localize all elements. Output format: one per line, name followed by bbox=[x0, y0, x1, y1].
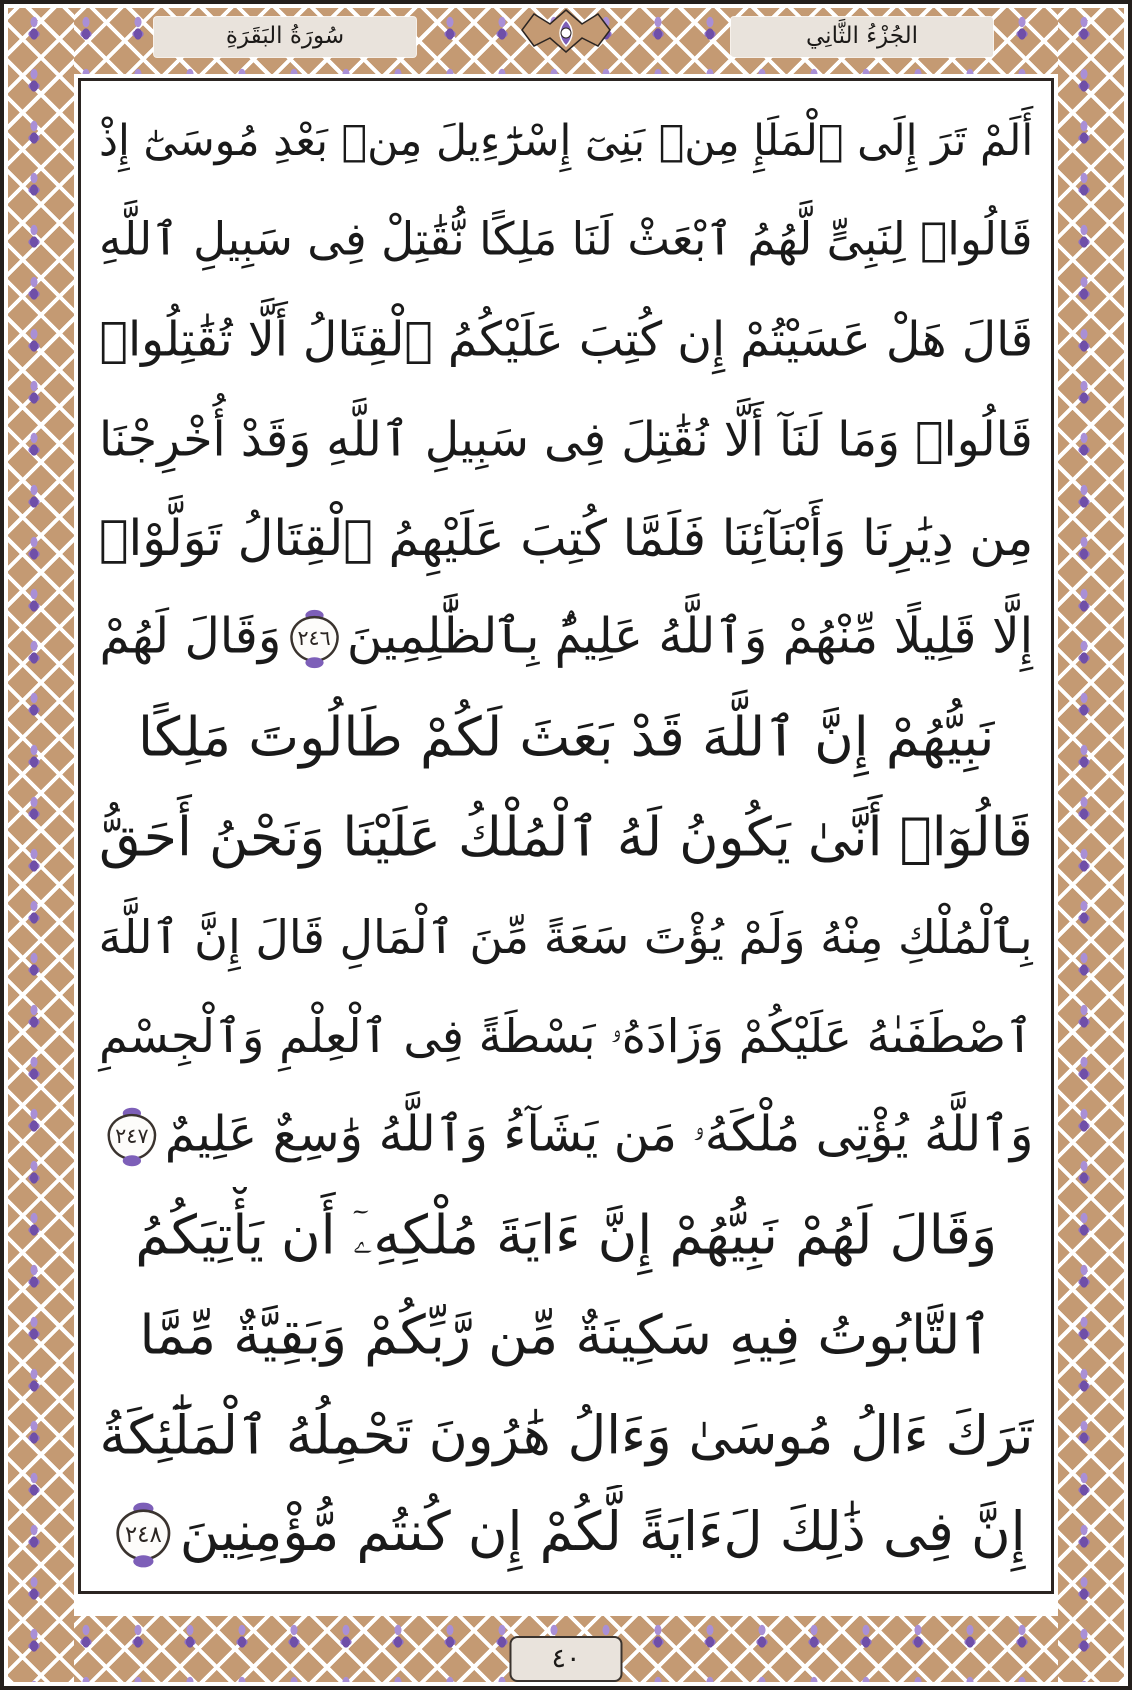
ayah-line bbox=[95, 1187, 1037, 1287]
ayah-line bbox=[95, 888, 1037, 988]
ayah-end-marker bbox=[287, 612, 340, 665]
ayah-number: ٢٤٨ bbox=[124, 1520, 162, 1548]
ayah-line bbox=[95, 489, 1037, 589]
ayah-text: نَبِيُّهُمْ إِنَّ ٱللَّهَ قَدْ بَعَثَ لَكُمْ طَالُوتَ مَلِكًا bbox=[137, 707, 995, 770]
border-band-left bbox=[8, 8, 74, 1682]
ayah-text: قَالَ هَلْ عَسَيْتُمْ إِن كُتِبَ عَلَيْكُمُ ٱلْقِتَالُ أَلَّا تُقَٰتِلُوا۟ bbox=[99, 312, 1033, 368]
ayah-text: إِنَّ فِى ذَٰلِكَ لَءَايَةً لَّكُمْ إِن كُنتُم مُّؤْمِنِينَ bbox=[179, 1501, 1026, 1564]
ayah-line bbox=[95, 1286, 1037, 1386]
ayah-end-marker bbox=[105, 1110, 159, 1164]
ayah-end-marker bbox=[113, 1505, 172, 1564]
ayah-line bbox=[95, 1087, 1037, 1187]
ayah-text: بِٱلْمُلْكِ مِنْهُ وَلَمْ يُؤْتَ سَعَةً مِّنَ ٱلْمَالِ قَالَ إِنَّ ٱللَّهَ bbox=[98, 911, 1034, 965]
page-number-plaque bbox=[509, 1636, 622, 1682]
ayah-text: وَٱللَّهُ يُؤْتِى مُلْكَهُۥ مَن يَشَآءُ وَٱللَّهُ وَٰسِعٌ عَلِيمٌ bbox=[164, 1106, 1034, 1163]
juz-name-plaque[interactable] bbox=[731, 17, 993, 57]
ayah-number: ٢٤٦ bbox=[297, 626, 331, 651]
ayah-text: إِلَّا قَلِيلًا مِّنْهُمْ وَٱللَّهُ عَلِيمٌۢ بِٱلظَّٰلِمِينَ bbox=[346, 608, 1033, 665]
page-number-label: ٤٠ bbox=[551, 1642, 581, 1674]
ayah-text: قَالُوا۟ لِنَبِىٍّ لَّهُمُ ٱبْعَثْ لَنَا مَلِكًا نُّقَٰتِلْ فِى سَبِيلِ ٱللَّهِ bbox=[99, 214, 1033, 267]
quran-text-body bbox=[95, 91, 1037, 1585]
quran-text-frame bbox=[78, 78, 1054, 1594]
ayah-line bbox=[95, 290, 1037, 390]
ayah-line bbox=[95, 191, 1037, 291]
ayah-text: قَالُوا۟ وَمَا لَنَآ أَلَّا نُقَٰتِلَ فِى سَبِيلِ ٱللَّهِ وَقَدْ أُخْرِجْنَا bbox=[99, 412, 1033, 467]
ayah-text: وَقَالَ لَهُمْ نَبِيُّهُمْ إِنَّ ءَايَةَ مُلْكِهِۦٓ أَن يَأْتِيَكُمُ bbox=[135, 1205, 997, 1268]
ayah-line bbox=[95, 390, 1037, 490]
ayah-text: أَلَمْ تَرَ إِلَى ٱلْمَلَإِ مِنۢ بَنِىٓ إِسْرَٰٓءِيلَ مِنۢ بَعْدِ مُوسَىٰٓ إِذْ bbox=[98, 116, 1034, 166]
ayah-line bbox=[95, 987, 1037, 1087]
ayah-line bbox=[95, 1386, 1037, 1486]
ayah-line bbox=[95, 788, 1037, 888]
surah-name-label: سُورَةُ البَقَرَةِ bbox=[225, 23, 345, 50]
ayah-text-continuation: وَقَالَ لَهُمْ bbox=[99, 608, 281, 665]
ayah-line bbox=[95, 589, 1037, 689]
surah-name-plaque[interactable] bbox=[154, 17, 416, 57]
ayah-text: مِن دِيَٰرِنَا وَأَبْنَآئِنَا فَلَمَّا كُتِبَ عَلَيْهِمُ ٱلْقِتَالُ تَوَلَّوْا۟ bbox=[98, 510, 1034, 568]
ayah-text: قَالُوٓا۟ أَنَّىٰ يَكُونُ لَهُ ٱلْمُلْكُ عَلَيْنَا وَنَحْنُ أَحَقُّ bbox=[99, 807, 1033, 869]
ayah-number: ٢٤٧ bbox=[115, 1123, 149, 1149]
ayah-text: ٱصْطَفَىٰهُ عَلَيْكُمْ وَزَادَهُۥ بَسْطَةً فِى ٱلْعِلْمِ وَٱلْجِسْمِ bbox=[98, 1010, 1034, 1064]
border-band-right bbox=[1058, 8, 1124, 1682]
ayah-line bbox=[95, 91, 1037, 191]
ayah-line bbox=[95, 689, 1037, 789]
ayah-line bbox=[95, 1485, 1037, 1585]
ayah-text: ٱلتَّابُوتُ فِيهِ سَكِينَةٌ مِّن رَّبِّكُمْ وَبَقِيَّةٌ مِّمَّا bbox=[139, 1304, 993, 1367]
ayah-text: تَرَكَ ءَالُ مُوسَىٰ وَءَالُ هَٰرُونَ تَحْمِلُهُ ٱلْمَلَٰٓئِكَةُ bbox=[99, 1404, 1033, 1467]
juz-name-label: الجُزْءُ الثَّانِي bbox=[806, 23, 918, 50]
